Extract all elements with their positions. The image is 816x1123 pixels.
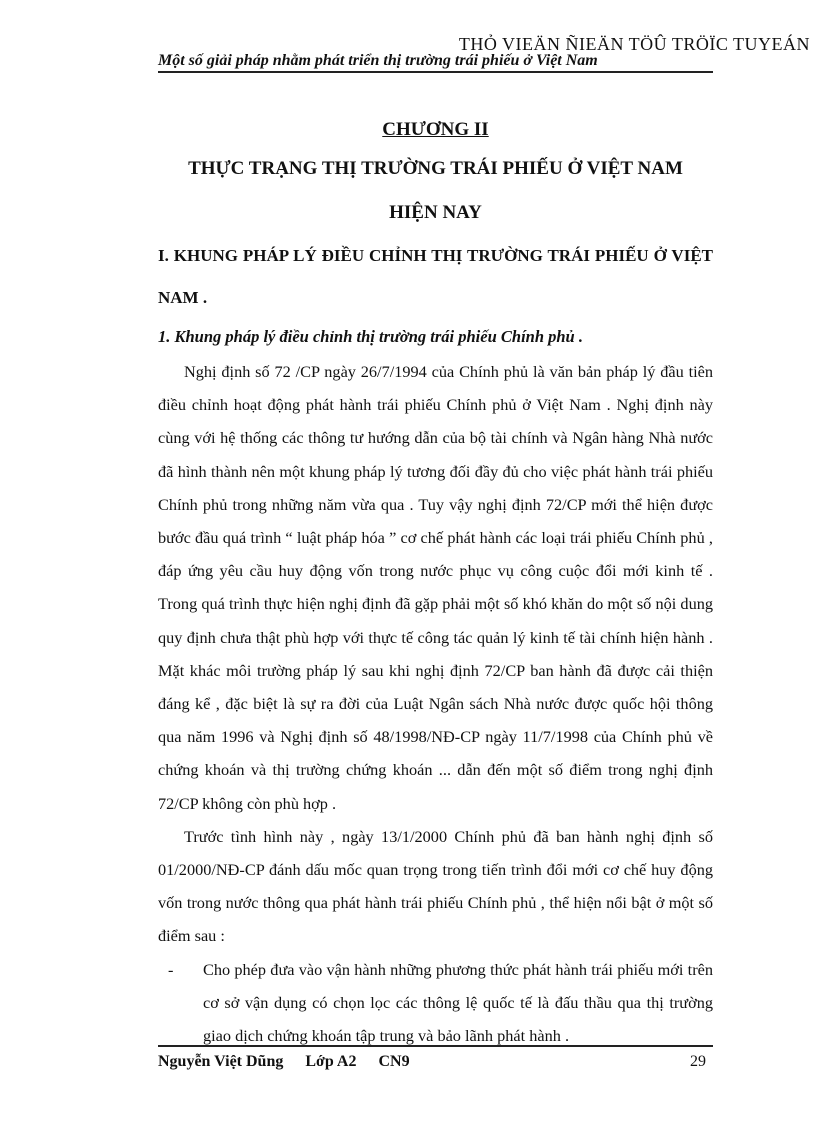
chapter-title-line-1: THỰC TRẠNG THỊ TRƯỜNG TRÁI PHIẾU Ở VIỆT NAM [188, 158, 683, 179]
paragraph-2: Trước tình hình này , ngày 13/1/2000 Chính phủ đã ban hành nghị định số 01/2000/NĐ-CP đánh dấu mốc quan trọng trong tiến trình đổi mới cơ chế huy động vốn trong nước thông qua phát hành trái phiếu Chính phủ , thể hiện nổi bật ở một số điểm sau : [158, 826, 713, 946]
chapter-title-line-2: HIỆN NAY [389, 202, 482, 223]
bullet-text: Cho phép đưa vào vận hành những phương thức phát hành trái phiếu mới trên cơ sở vận dụng có chọn lọc các thông lệ quốc tế là đấu thầu qua thị trường giao dịch chứng khoán tập trung và bảo lãnh phát hành . [203, 959, 713, 1046]
page-number: 29 [690, 1053, 706, 1070]
bullet-marker: - [168, 959, 174, 979]
subsection-heading: 1. Khung pháp lý điều chỉnh thị trường trái phiếu Chính phủ . [158, 327, 583, 346]
footer-author: Nguyễn Việt Dũng [158, 1053, 284, 1070]
chapter-label: CHƯƠNG II [382, 119, 489, 140]
footer-class: Lớp A2 [305, 1053, 357, 1070]
footer-divider [158, 1045, 713, 1047]
running-header: Một số giải pháp nhằm phát triển thị trường trái phiếu ở Việt Nam [158, 52, 598, 69]
page-footer [158, 1053, 706, 1071]
paragraph-1: Nghị định số 72 /CP ngày 26/7/1994 của Chính phủ là văn bản pháp lý đầu tiên điều chỉnh hoạt động phát hành trái phiếu Chính phủ ở Việt Nam . Nghị định này cùng với hệ thống các thông tư hướng dẫn của bộ tài chính và Ngân hàng Nhà nước đã hình thành nên một khung pháp lý tương đối đầy đủ cho việc phát hành trái phiếu Chính phủ trong những năm vừa qua . Tuy vậy nghị định 72/CP mới thể hiện được bước đầu quá trình “ luật pháp hóa ” cơ chế phát hành các loại trái phiếu Chính phủ , đáp ứng yêu cầu huy động vốn trong nước phục vụ công cuộc đổi mới kinh tế . Trong quá trình thực hiện nghị định đã gặp phải một số khó khăn do một số nội dung quy định chưa thật phù hợp với thực tế công tác quản lý kinh tế tài chính hiện hành . Mặt khác môi trường pháp lý sau khi nghị định 72/CP ban hành đã được cải thiện đáng kể , đặc biệt là sự ra đời của Luật Ngân sách Nhà nước được quốc hội thông qua năm 1996 và Nghị định số 48/1998/NĐ-CP ngày 11/7/1998 của Chính phủ về chứng khoán và thị trường chứng khoán ... dẫn đến một số điểm trong nghị định 72/CP không còn phù hợp . [158, 362, 713, 813]
section-heading: I. KHUNG PHÁP LÝ ĐIỀU CHỈNH THỊ TRƯỜNG TRÁI PHIẾU Ở VIỆT NAM . [158, 246, 713, 307]
page-content [158, 113, 713, 1052]
bullet-item [158, 953, 713, 1053]
watermark-text: THỎ VIEÄN ÑIEÄN TÖÛ TRÖÏC TUYEÁN [458, 34, 810, 54]
header-divider [158, 71, 713, 73]
footer-code: CN9 [378, 1053, 410, 1070]
